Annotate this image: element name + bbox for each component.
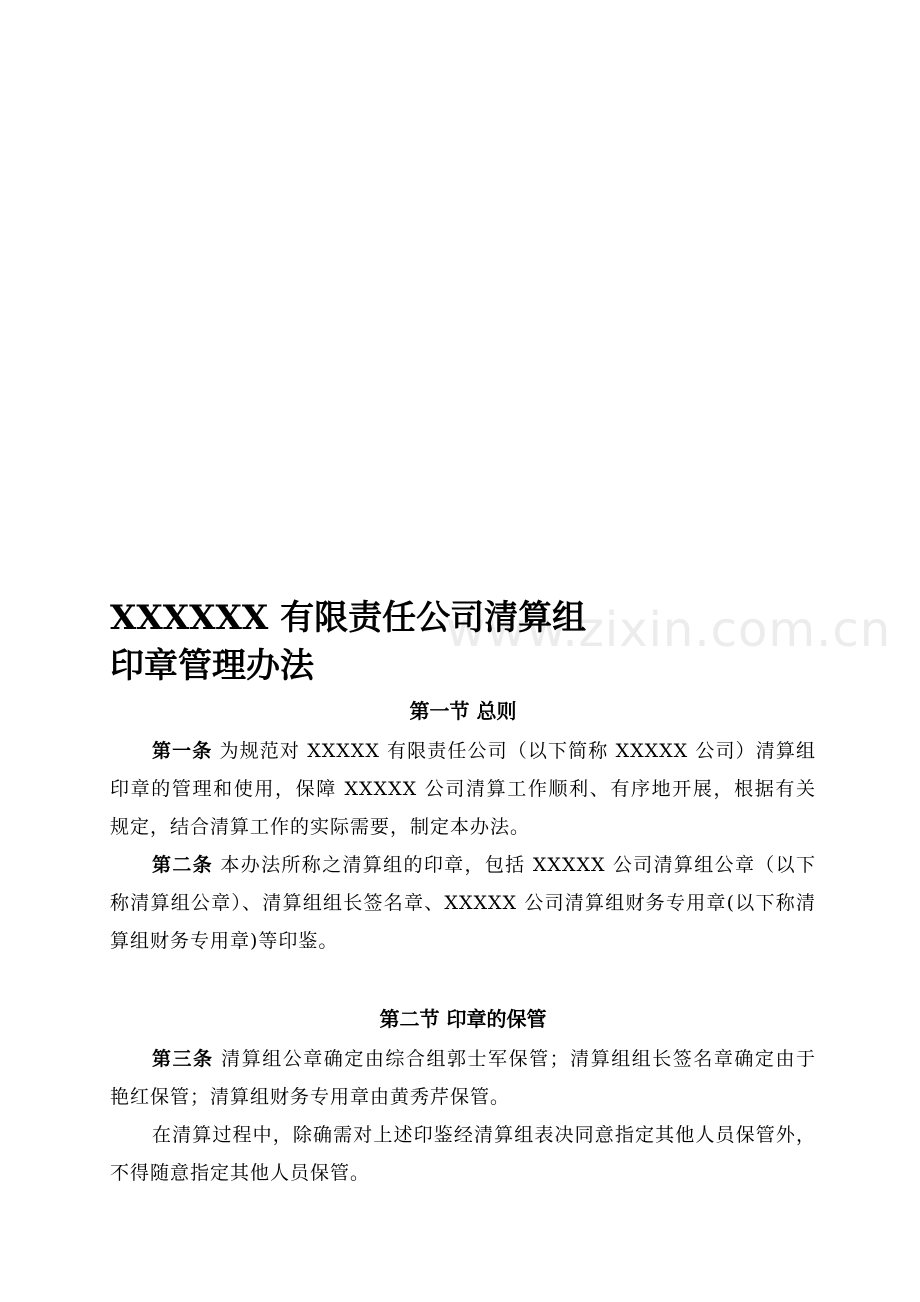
title-line-2: 印章管理办法 [110,646,314,686]
paragraph-text: 在清算过程中，除确需对上述印鉴经清算组表决同意指定其他人员保管外，不得随意指定其他人员保管。 [110,1124,816,1184]
article-text: 为规范对 XXXXX 有限责任公司（以下简称 XXXXX 公司）清算组印章的管理和使用，保障 XXXXX 公司清算工作顺利、有序地开展，根据有关规定，结合清算工作的实际需要，制定本办法。 [110,740,816,838]
watermark: www.zixin.com.cn [446,602,892,658]
article-text: 清算组公章确定由综合组郭士军保管；清算组组长签名章确定由于艳红保管；清算组财务专用章由黄秀芹保管。 [110,1048,816,1108]
article-label: 第一条 [152,740,213,762]
document-title [110,594,586,690]
section-heading: 第二节 印章的保管 [379,1007,547,1031]
paragraph [110,1116,816,1192]
section-general [110,698,816,960]
title-line-1: XXXXXX 有限责任公司清算组 [110,598,587,638]
article-1 [110,732,816,846]
section-heading: 第一节 总则 [409,699,517,723]
article-2 [110,846,816,960]
article-label: 第二条 [152,854,214,876]
article-label: 第三条 [152,1048,214,1070]
article-text: 本办法所称之清算组的印章，包括 XXXXX 公司清算组公章（以下称清算组公章）、清算组组长签名章、XXXXX 公司清算组财务专用章(以下称清算组财务专用章)等印鉴。 [110,854,816,952]
article-3 [110,1040,816,1116]
section-seal-custody [110,1006,816,1192]
